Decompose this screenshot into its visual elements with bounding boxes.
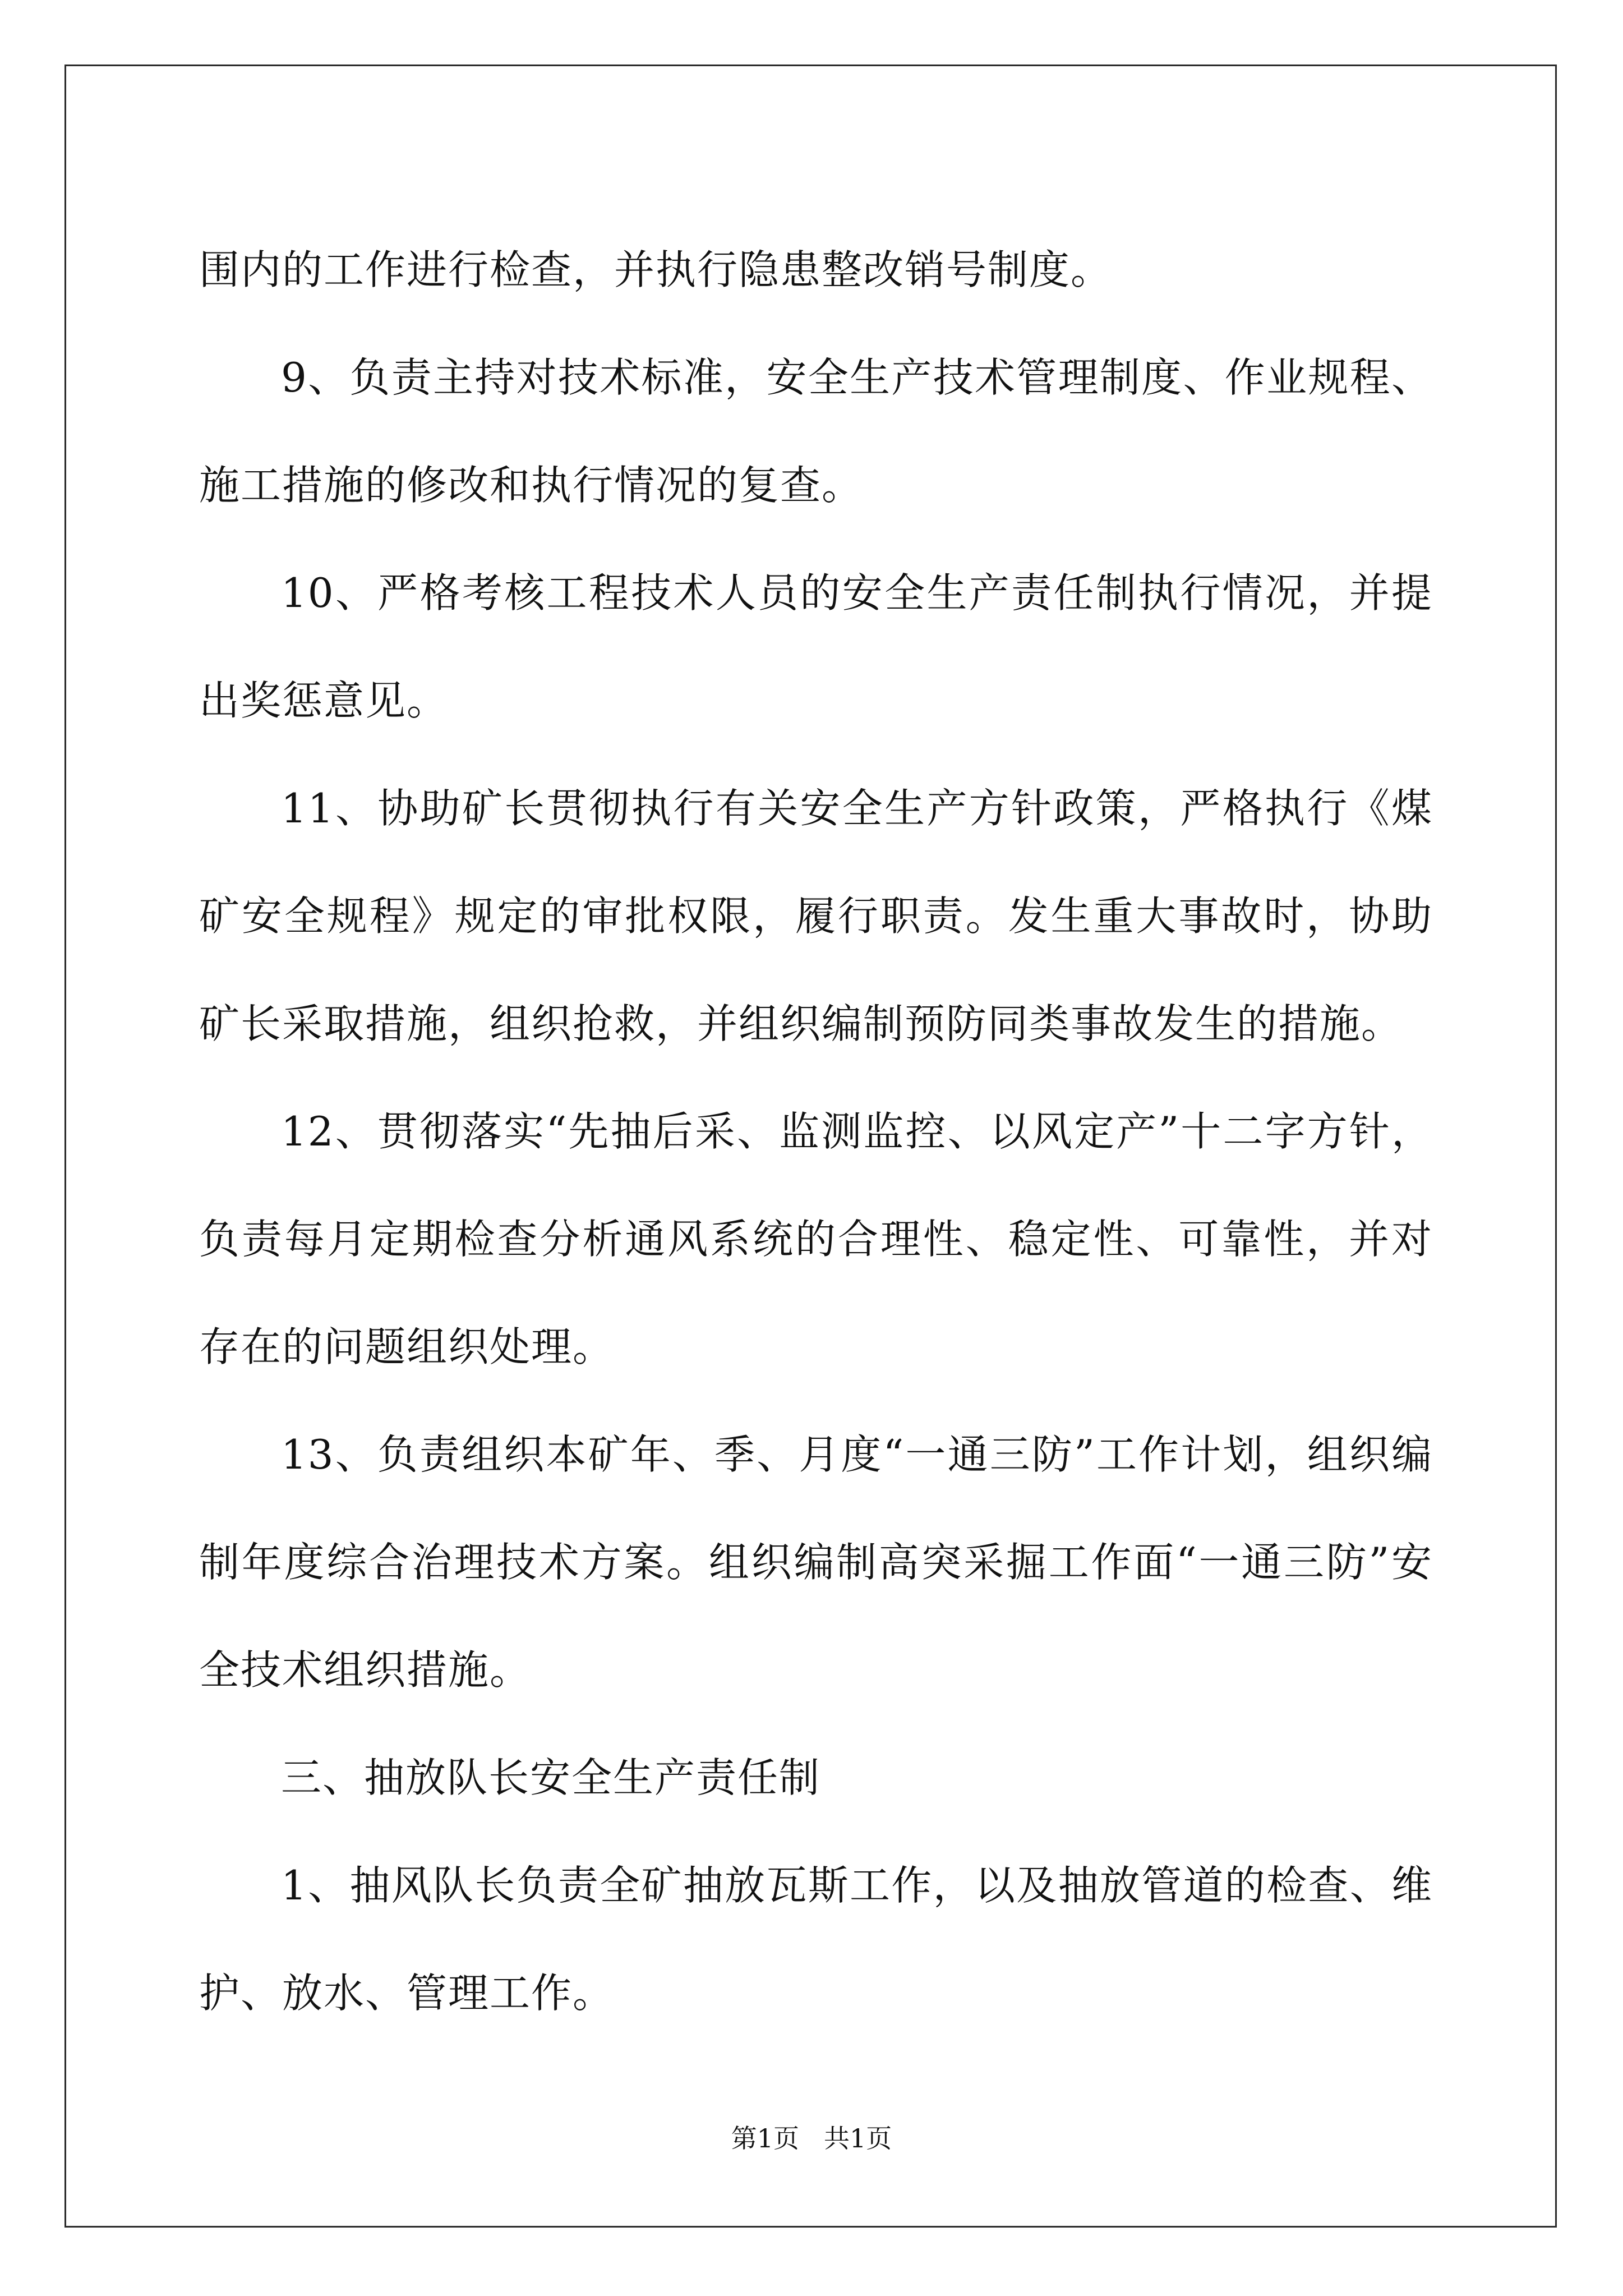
page-total: 共1页 — [824, 2123, 892, 2154]
paragraph-item-9: 9、负责主持对技术标准，安全生产技术管理制度、作业规程、施工措施的修改和执行情况的复查。 — [199, 354, 1433, 509]
page-footer — [0, 2122, 1623, 2155]
paragraph-item-10: 10、严格考核工程技术人员的安全生产责任制执行情况，并提出奖惩意见。 — [199, 569, 1433, 724]
paragraph-item-13: 13、负责组织本矿年、季、月度“一通三防”工作计划，组织编制年度综合治理技术方案。组织编制高突采掘工作面“一通三防”安全技术组织措施。 — [199, 1431, 1433, 1694]
paragraph-item-11: 11、协助矿长贯彻执行有关安全生产方针政策，严格执行《煤矿安全规程》规定的审批权限，履行职责。发生重大事故时，协助矿长采取措施，组织抢救，并组织编制预防同类事故发生的措施。 — [199, 785, 1433, 1047]
document-body — [199, 216, 1433, 2047]
paragraph-continuation: 围内的工作进行检查，并执行隐患整改销号制度。 — [199, 246, 1113, 293]
paragraph-item-12: 12、贯彻落实“先抽后采、监测监控、以风定产”十二字方针，负责每月定期检查分析通风系统的合理性、稳定性、可靠性，并对存在的问题组织处理。 — [199, 1108, 1433, 1370]
section-heading: 三、抽放队长安全生产责任制 — [281, 1754, 821, 1801]
page-number: 第1页 — [731, 2123, 799, 2154]
paragraph-item-1: 1、抽风队长负责全矿抽放瓦斯工作，以及抽放管道的检查、维护、放水、管理工作。 — [199, 1862, 1433, 2017]
